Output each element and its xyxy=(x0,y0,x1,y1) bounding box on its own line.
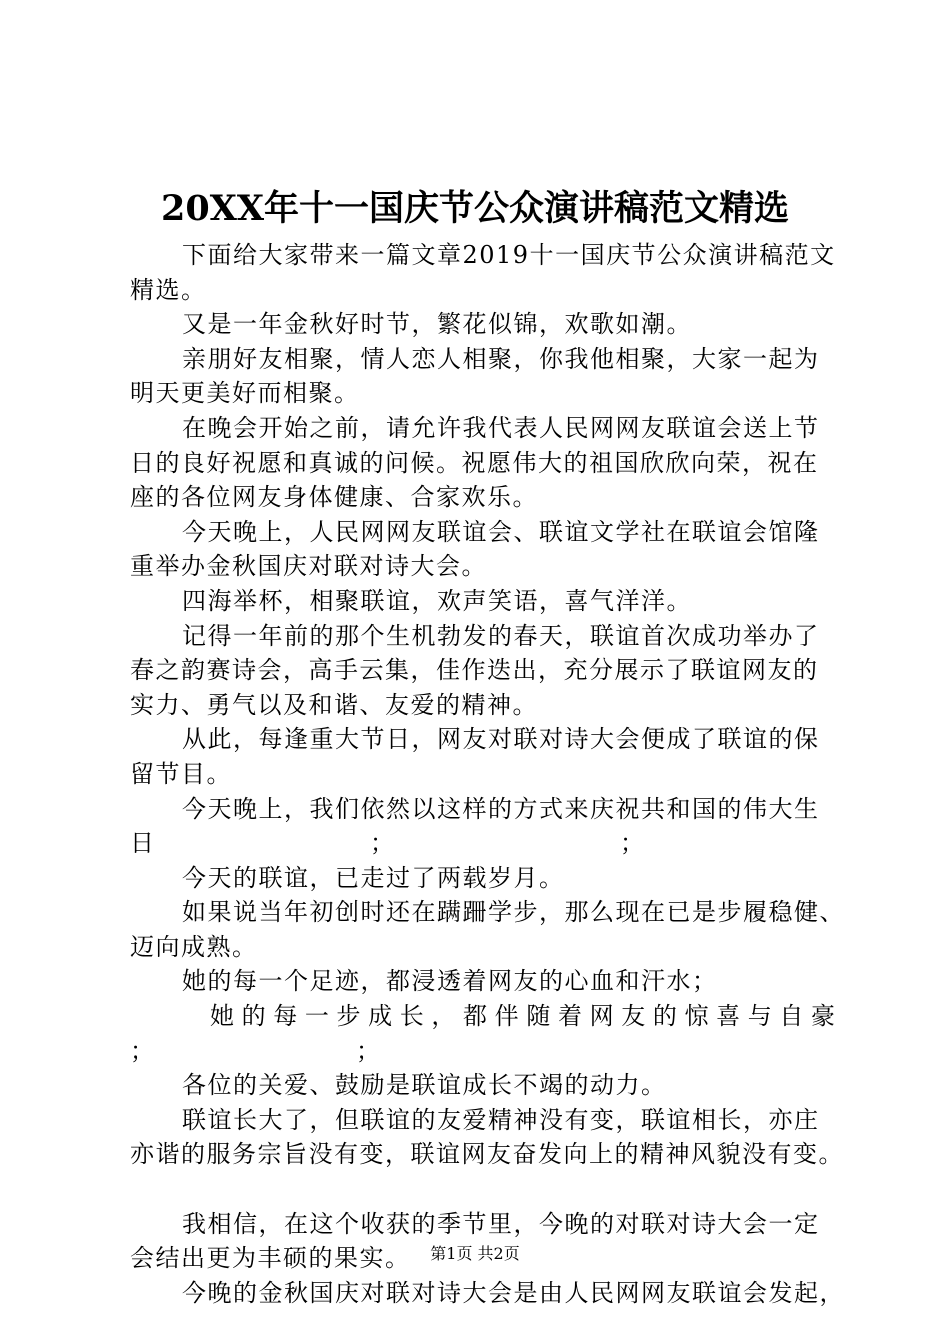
line-fragment: ； xyxy=(620,829,646,858)
blank-line xyxy=(130,1172,835,1207)
paragraph-line: 在晚会开始之前，请允许我代表人民网网友联谊会送上节 xyxy=(182,413,820,442)
paragraph-line: 从此，每逢重大节日，网友对联对诗大会便成了联谊的保 xyxy=(182,725,820,754)
paragraph-line xyxy=(130,1034,835,1069)
paragraph-line: 亲朋好友相聚，情人恋人相聚，你我他相聚，大家一起为 xyxy=(182,344,820,373)
paragraph-line: 日的良好祝愿和真诚的问候。祝愿伟大的祖国欣欣向荣，祝在 xyxy=(130,448,819,477)
paragraph-line: 春之韵赛诗会，高手云集，佳作迭出，充分展示了联谊网友的 xyxy=(130,656,819,685)
paragraph-line: 今天的联谊，已走过了两载岁月。 xyxy=(182,863,565,892)
paragraph-line xyxy=(130,826,835,861)
paragraph-line: 重举办金秋国庆对联对诗大会。 xyxy=(130,552,487,581)
line-fragment: ； xyxy=(356,1036,382,1065)
paragraph-line: 今晚的金秋国庆对联对诗大会是由人民网网友联谊会发起， xyxy=(182,1278,845,1307)
paragraph-line: 留节目。 xyxy=(130,759,232,788)
page-footer: 第1页 共2页 xyxy=(430,1244,520,1263)
paragraph-line: 记得一年前的那个生机勃发的春天，联谊首次成功举办了 xyxy=(182,621,820,650)
paragraph-line: 明天更美好而相聚。 xyxy=(130,379,360,408)
paragraph-line: 今天晚上，人民网网友联谊会、联谊文学社在联谊会馆隆 xyxy=(182,517,820,546)
paragraph-line: 联谊长大了，但联谊的友爱精神没有变，联谊相长，亦庄 xyxy=(182,1105,820,1134)
paragraph-line: 会结出更为丰硕的果实。 xyxy=(130,1244,411,1273)
line-fragment: 日 xyxy=(130,829,156,858)
line-fragment: ； xyxy=(130,1036,156,1065)
paragraph-line: 又是一年金秋好时节，繁花似锦，欢歌如潮。 xyxy=(182,310,692,339)
line-fragment: ； xyxy=(370,829,396,858)
paragraph-line: 精选。 xyxy=(130,275,207,304)
paragraph-line: 她的每一个足迹，都浸透着网友的心血和汗水； xyxy=(182,967,718,996)
paragraph-line: 实力、勇气以及和谐、友爱的精神。 xyxy=(130,690,538,719)
paragraph-line: 各位的关爱、鼓励是联谊成长不竭的动力。 xyxy=(182,1071,667,1100)
document-title: 20XX年十一国庆节公众演讲稿范文精选 xyxy=(160,188,790,229)
document-body xyxy=(130,238,845,1310)
paragraph-line: 我相信，在这个收获的季节里，今晚的对联对诗大会一定 xyxy=(182,1209,820,1238)
paragraph-line: 下面给大家带来一篇文章2019十一国庆节公众演讲稿范文 xyxy=(182,241,836,269)
paragraph-line: 今天晚上，我们依然以这样的方式来庆祝共和国的伟大生 xyxy=(182,794,820,823)
paragraph-line: 迈向成熟。 xyxy=(130,932,258,961)
paragraph-line: 亦谐的服务宗旨没有变，联谊网友奋发向上的精神风貌没有变。 xyxy=(130,1140,844,1169)
paragraph-line: 她的每一步成长，都伴随着网友的惊喜与自豪 xyxy=(210,1002,835,1031)
paragraph-line: 座的各位网友身体健康、合家欢乐。 xyxy=(130,483,538,512)
paragraph-line: 四海举杯，相聚联谊，欢声笑语，喜气洋洋。 xyxy=(182,586,692,615)
paragraph-line: 如果说当年初创时还在蹒跚学步，那么现在已是步履稳健、 xyxy=(182,898,845,927)
